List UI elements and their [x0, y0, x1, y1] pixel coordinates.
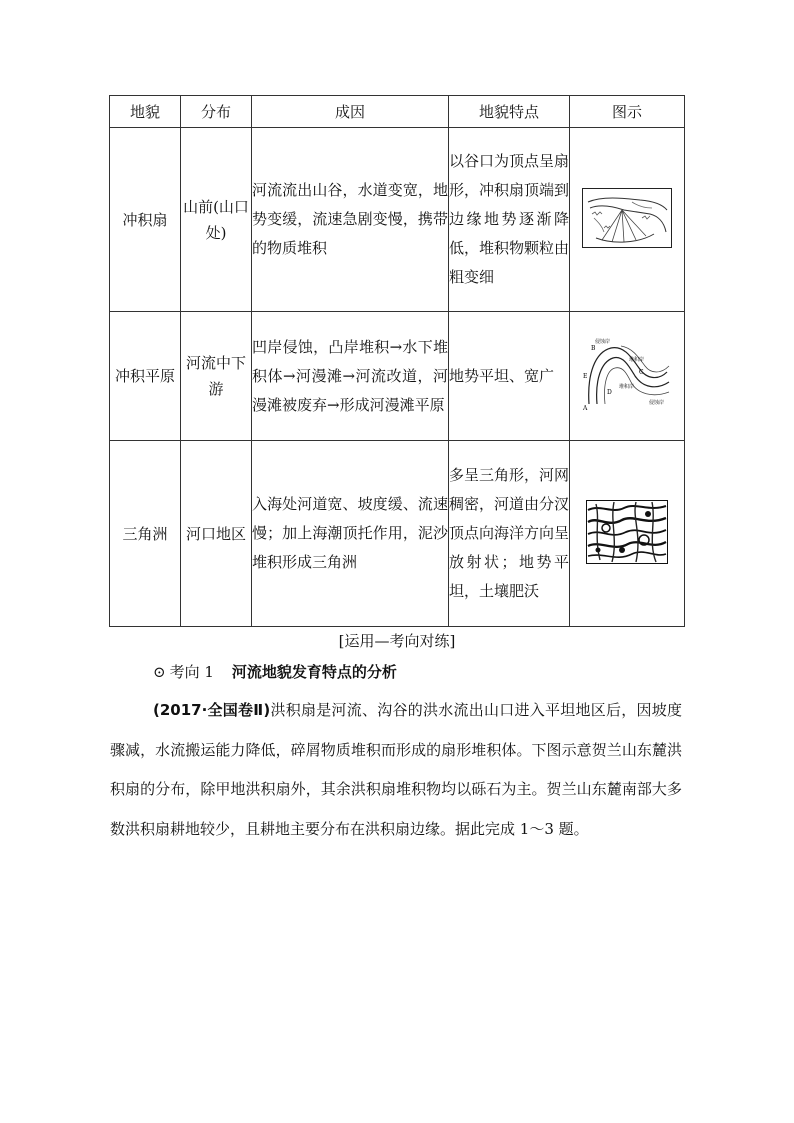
point-label: D	[607, 389, 612, 396]
header-features: 地貌特点	[449, 96, 570, 128]
landform-features: 多呈三角形，河网稠密，河道由分汊顶点向海洋方向呈放射状；地势平坦，土壤肥沃	[449, 441, 570, 627]
point-label: A	[583, 405, 588, 412]
header-figure: 图示	[570, 96, 685, 128]
section-heading	[153, 661, 397, 682]
point-label: C	[639, 369, 644, 376]
landform-cause: 凹岸侵蚀，凸岸堆积→水下堆积体→河漫滩→河流改道，河漫滩被废弃→形成河漫滩平原	[252, 312, 449, 441]
landform-distribution: 河流中下游	[181, 312, 252, 441]
point-label: B	[591, 345, 596, 352]
table-header-row	[110, 96, 685, 128]
section-number: 考向 1	[169, 663, 214, 681]
landform-distribution: 山前(山口处)	[181, 128, 252, 312]
landform-table	[109, 95, 685, 627]
header-landform: 地貌	[110, 96, 181, 128]
landform-cause: 入海处河道宽、坡度缓、流速慢；加上海潮顶托作用，泥沙堆积形成三角洲	[252, 441, 449, 627]
landform-name: 冲积扇	[110, 128, 181, 312]
landform-cause: 河流流出山谷，水道变宽，地势变缓，流速急剧变慢，携带的物质堆积	[252, 128, 449, 312]
exercise-caption: [运用—考向对练]	[338, 632, 456, 650]
table-row	[110, 312, 685, 441]
landform-distribution: 河口地区	[181, 441, 252, 627]
table-row	[110, 441, 685, 627]
header-distribution: 分布	[181, 96, 252, 128]
target-icon: ⊙	[153, 663, 166, 681]
floodplain-figure	[577, 334, 677, 418]
point-label: E	[583, 373, 588, 380]
landform-features: 以谷口为顶点呈扇形，冲积扇顶端到边缘地势逐渐降低，堆积物颗粒由粗变细	[449, 128, 570, 312]
section-title: 河流地貌发育特点的分析	[231, 663, 397, 681]
header-cause: 成因	[252, 96, 449, 128]
landform-name: 三角洲	[110, 441, 181, 627]
question-paragraph	[110, 691, 682, 849]
landform-name: 冲积平原	[110, 312, 181, 441]
deposit-bank-label: 堆积岸	[629, 357, 645, 363]
erosion-bank-label: 侵蚀岸	[595, 339, 611, 345]
delta-figure	[586, 500, 668, 568]
deposit-bank-label: 堆积岸	[619, 384, 635, 390]
erosion-bank-label: 侵蚀岸	[649, 400, 665, 406]
table-row	[110, 128, 685, 312]
alluvial-fan-figure	[582, 188, 672, 252]
question-source: (2017·全国卷Ⅱ)	[153, 701, 271, 719]
landform-features: 地势平坦、宽广	[449, 312, 570, 441]
question-text: 洪积扇是河流、沟谷的洪水流出山口进入平坦地区后，因坡度骤减，水流搬运能力降低，碎屑物质堆积而形成的扇形堆积体。下图示意贺兰山东麓洪积扇的分布，除甲地洪积扇外，其余洪积扇堆积物均以砾石为主。贺兰山东麓南部大多数洪积扇耕地较少，且耕地主要分布在洪积扇边缘。据此完成 1～3 题。	[110, 701, 682, 838]
